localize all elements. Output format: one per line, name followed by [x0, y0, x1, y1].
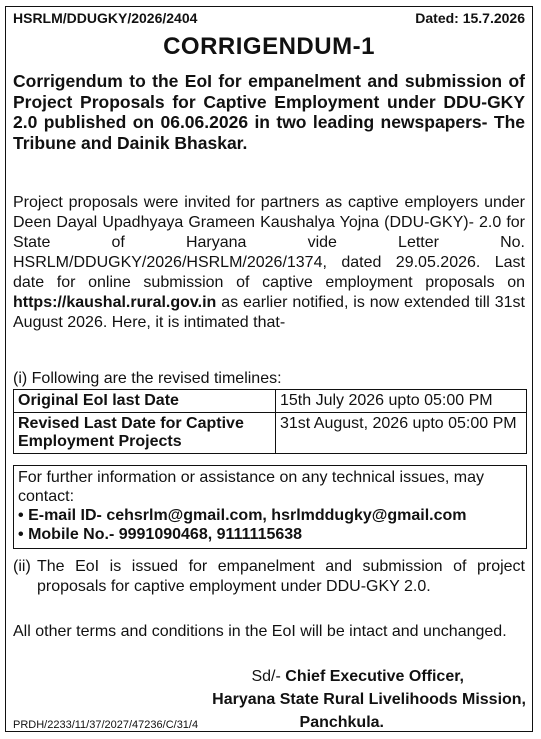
point-i: (i) Following are the revised timelines: — [13, 370, 282, 387]
timeline-label: Revised Last Date for Captive Employment Projects — [14, 413, 276, 454]
body-text-part1: Project proposals were invited for partners as captive employers under Deen Dayal Upadhyaya Grameen Kaushalya Yojna (DDU-GKY)- 2.0 for State of Haryana vide Letter No. HSRLM/DDUGKY/2026/HSRLM/2026/1374, dated 29.05.2026. Last date for online submission of captive employment proposals on — [13, 194, 525, 291]
terms-text: All other terms and conditions in the EoI will be intact and unchanged. — [13, 623, 507, 640]
signature-line-3: Panchkula. — [299, 714, 384, 731]
point-ii-number: (ii) — [13, 558, 31, 575]
website-link[interactable]: https://kaushal.rural.gov.in — [13, 294, 217, 311]
body-text-part2: as earlier notified, is now extended till 31st August 2026. Here, it is intimated that- — [13, 294, 525, 331]
contact-mobile — [18, 525, 522, 544]
mobile-label: Mobile No.- — [28, 526, 115, 543]
body-paragraph — [13, 193, 525, 333]
email-value[interactable]: cehsrlm@gmail.com, hsrlmddugky@gmail.com — [106, 507, 467, 524]
footer-code: PRDH/2233/11/37/2027/47236/C/31/4 — [13, 719, 199, 731]
email-label: E-mail ID- — [28, 507, 102, 524]
point-ii-text: The EoI is issued for empanelment and submission of project proposals for captive employment under DDU-GKY 2.0. — [37, 558, 525, 595]
bullet-icon: • — [18, 526, 24, 543]
timeline-label: Original EoI last Date — [14, 390, 276, 413]
header-row — [13, 10, 525, 30]
timeline-value: 15th July 2026 upto 05:00 PM — [276, 390, 527, 413]
corrigendum-notice — [5, 6, 533, 732]
signature-line-2: Haryana State Rural Livelihoods Mission, — [212, 691, 526, 708]
table-row — [14, 413, 527, 454]
timeline-value: 31st August, 2026 upto 05:00 PM — [276, 413, 527, 454]
signature-line-1 — [251, 668, 464, 686]
signatory-title: Chief Executive Officer, — [285, 668, 464, 685]
reference-number: HSRLM/DDUGKY/2026/2404 — [13, 10, 198, 26]
bullet-icon: • — [18, 507, 24, 524]
table-row — [14, 390, 527, 413]
notice-title: CORRIGENDUM-1 — [163, 33, 375, 60]
contact-email — [18, 506, 522, 525]
signature-sd: Sd/- — [251, 668, 281, 685]
notice-subject: Corrigendum to the EoI for empanelment and submission of Project Proposals for Captive Employment under DDU-GKY 2.0 published on 06.06.2026 in two leading newspapers- The Tribune and Dainik Bhaskar. — [13, 71, 525, 153]
mobile-value: 9991090468, 9111115638 — [118, 526, 303, 543]
date: Dated: 15.7.2026 — [415, 10, 525, 26]
contact-intro: For further information or assistance on any technical issues, may contact: — [18, 469, 484, 505]
point-ii — [13, 557, 525, 597]
contact-box — [13, 465, 527, 549]
timelines-table — [13, 389, 527, 454]
